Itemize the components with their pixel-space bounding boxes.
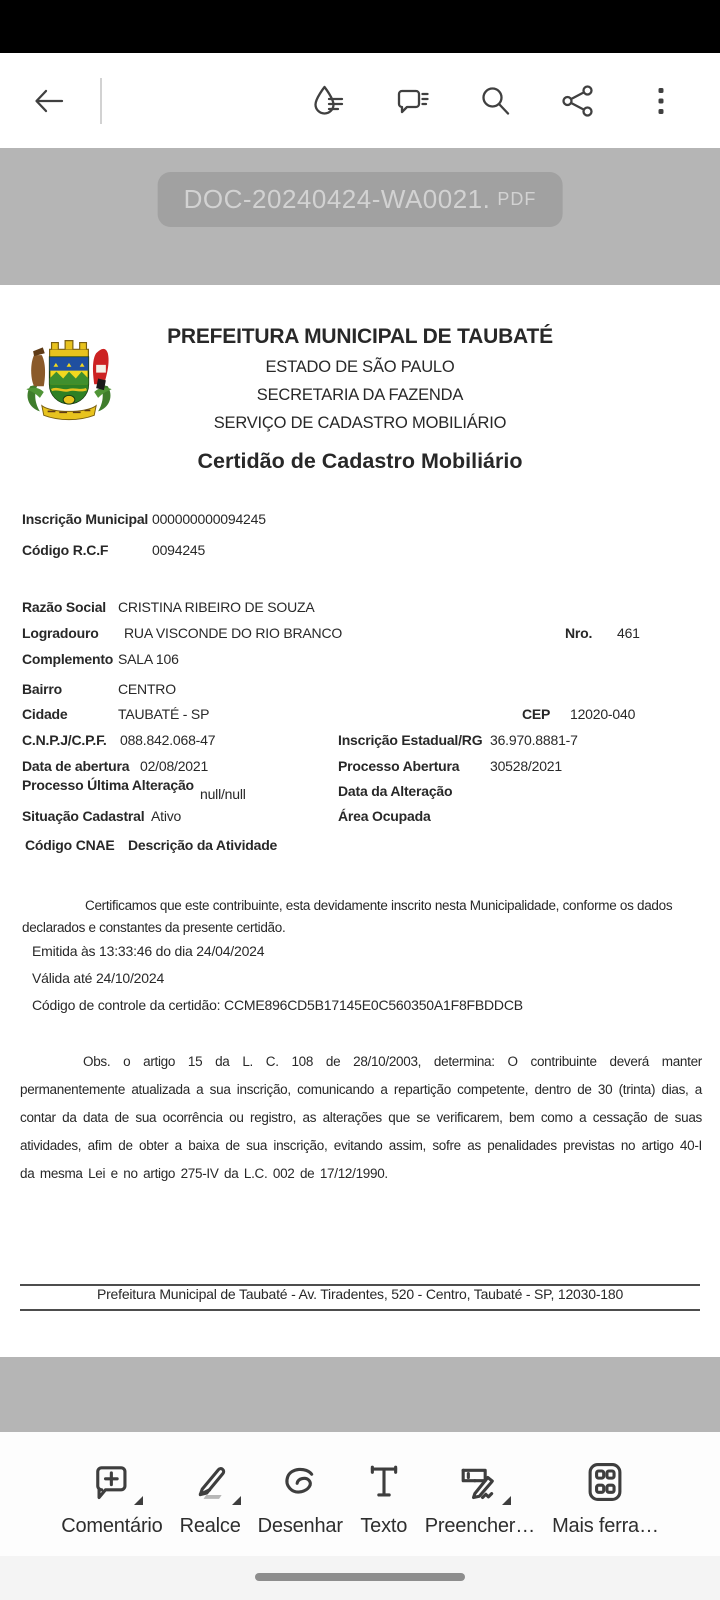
field-inscricao-municipal (0, 511, 720, 531)
field-value-processo: 30528/2021 (490, 758, 562, 774)
tool-text[interactable] (360, 1458, 408, 1538)
search-button[interactable] (472, 71, 518, 131)
search-icon (476, 82, 514, 120)
field-value-cep: 12020-040 (570, 706, 636, 722)
highlighter-icon (186, 1458, 234, 1506)
field-value: 088.842.068-47 (120, 732, 216, 748)
submenu-indicator (232, 1496, 241, 1505)
gesture-area (0, 1556, 720, 1600)
toolbar-divider (100, 78, 102, 124)
comments-button[interactable] (389, 71, 435, 131)
footer-rule-bottom (20, 1309, 700, 1311)
field-label: Data de abertura (22, 758, 130, 774)
more-vert-icon (642, 82, 680, 120)
comment-plus-icon (88, 1458, 136, 1506)
field-value: Ativo (151, 808, 182, 824)
filename-toast (158, 172, 563, 227)
submenu-indicator (134, 1496, 143, 1505)
field-label-data-alteracao: Data da Alteração (338, 783, 453, 799)
filetype-text: PDF (497, 189, 537, 209)
field-abertura (0, 758, 720, 778)
draw-squiggle-icon (276, 1458, 324, 1506)
liquid-mode-button[interactable] (306, 71, 352, 131)
field-label: Logradouro (22, 625, 99, 641)
header-line-3: SECRETARIA DA FAZENDA (256, 386, 464, 404)
filename-text: DOC-20240424-WA0021. (183, 184, 491, 214)
annotation-toolbar (0, 1432, 720, 1556)
tool-label: Realce (179, 1515, 241, 1537)
field-value: SALA 106 (118, 651, 179, 667)
liquid-mode-drop-icon (310, 82, 348, 120)
share-icon (559, 82, 597, 120)
pdf-page[interactable] (0, 285, 720, 1357)
highlight-mark (204, 1495, 222, 1499)
tool-label: Preencher… (424, 1515, 536, 1537)
submenu-indicator (502, 1496, 511, 1505)
field-label: Bairro (22, 681, 63, 697)
field-ultima-alteracao (0, 777, 720, 802)
field-value-nro: 461 (617, 625, 640, 641)
field-codigo-rcf (0, 542, 720, 562)
field-label: Processo Última Alteração (22, 777, 194, 793)
field-value-ie: 36.970.8881-7 (490, 732, 578, 748)
tool-more-tools[interactable] (552, 1458, 659, 1538)
field-label-descricao: Descrição da Atividade (128, 837, 278, 853)
document-title: Certidão de Cadastro Mobiliário (197, 449, 523, 473)
valid-until-line: Válida até 24/10/2024 (32, 970, 165, 986)
text-icon (360, 1458, 408, 1506)
field-label-nro: Nro. (565, 625, 593, 641)
field-label: Código R.C.F (22, 542, 109, 558)
tool-draw[interactable] (258, 1458, 343, 1538)
header-line-2: ESTADO DE SÃO PAULO (265, 358, 455, 376)
field-complemento (0, 651, 720, 671)
share-button[interactable] (555, 71, 601, 131)
gesture-handle[interactable] (255, 1573, 465, 1581)
footer-address: Prefeitura Municipal de Taubaté - Av. Tiradentes, 520 - Centro, Taubaté - SP, 12030-180 (96, 1286, 624, 1302)
field-label-ie: Inscrição Estadual/RG (338, 732, 483, 748)
header-line-4: SERVIÇO DE CADASTRO MOBILIÁRIO (213, 414, 507, 432)
field-cidade-cep (0, 706, 720, 726)
emitted-line: Emitida às 13:33:46 do dia 24/04/2024 (32, 943, 265, 959)
field-value: CRISTINA RIBEIRO DE SOUZA (118, 599, 315, 615)
field-value: 000000000094245 (152, 511, 266, 527)
header-line-1: PREFEITURA MUNICIPAL DE TAUBATÉ (167, 325, 553, 348)
field-label-processo: Processo Abertura (338, 758, 460, 774)
field-value: 0094245 (152, 542, 206, 558)
field-value: null/null (200, 786, 246, 802)
status-bar (0, 0, 720, 53)
field-label: Razão Social (22, 599, 106, 615)
field-cnpj-ie (0, 732, 720, 752)
field-label: Situação Cadastral (22, 808, 145, 824)
toolbar-actions (306, 71, 684, 131)
tool-comment[interactable] (61, 1458, 162, 1538)
back-arrow-icon (31, 83, 67, 119)
tool-label: Texto (360, 1515, 408, 1537)
comment-icon (393, 82, 431, 120)
field-value: 02/08/2021 (140, 758, 209, 774)
field-label-cnae: Código CNAE (25, 837, 115, 853)
overflow-menu-button[interactable] (638, 71, 684, 131)
tool-fill-sign[interactable] (425, 1458, 535, 1538)
tool-highlight[interactable] (180, 1458, 241, 1538)
tool-label: Mais ferra… (552, 1515, 659, 1537)
field-cnae-header (0, 837, 720, 857)
field-label: C.N.P.J/C.P.F. (22, 732, 107, 748)
document-header (0, 325, 720, 433)
tool-label: Desenhar (257, 1515, 343, 1537)
more-tools-grid-icon (581, 1458, 629, 1506)
tool-label: Comentário (61, 1515, 163, 1537)
field-label-cep: CEP (522, 706, 551, 722)
field-situacao (0, 808, 720, 828)
obs-paragraph: Obs. o artigo 15 da L. C. 108 de 28/10/2003, determina: O contribuinte deverá manter permanentemente atualizada a sua inscrição, comunicando a repartição competente, dentro de 30 (trinta) dias, a contar da data de sua ocorrência ou registro, as alterações que se verificarem, bem como a cessação de suas atividades, afim de obter a baixa de sua inscrição, evitando assim, sofre as penalidades previstas no artigo 40-I da mesma Lei e no artigo 275-IV da L.C. 002 de 17/12/1990. (20, 1054, 702, 1181)
top-toolbar (0, 53, 720, 148)
field-razao-social (0, 599, 720, 619)
field-value: TAUBATÉ - SP (118, 706, 210, 722)
field-logradouro (0, 625, 720, 645)
back-button[interactable] (26, 71, 72, 131)
control-code-line: Código de controle da certidão: CCME896CD5B17145E0C560350A1F8FBDDCB (32, 997, 523, 1013)
field-label: Inscrição Municipal (22, 511, 149, 527)
field-label: Cidade (22, 706, 68, 722)
field-label: Complemento (22, 651, 114, 667)
fill-sign-icon (456, 1458, 504, 1506)
field-label-area: Área Ocupada (338, 808, 431, 824)
field-value: RUA VISCONDE DO RIO BRANCO (124, 625, 343, 641)
field-value: CENTRO (118, 681, 176, 697)
field-bairro (0, 681, 720, 701)
certification-paragraph: Certificamos que este contribuinte, esta devidamente inscrito nesta Municipalidade, conforme os dados declarados e constantes da presente certidão. (22, 898, 673, 935)
